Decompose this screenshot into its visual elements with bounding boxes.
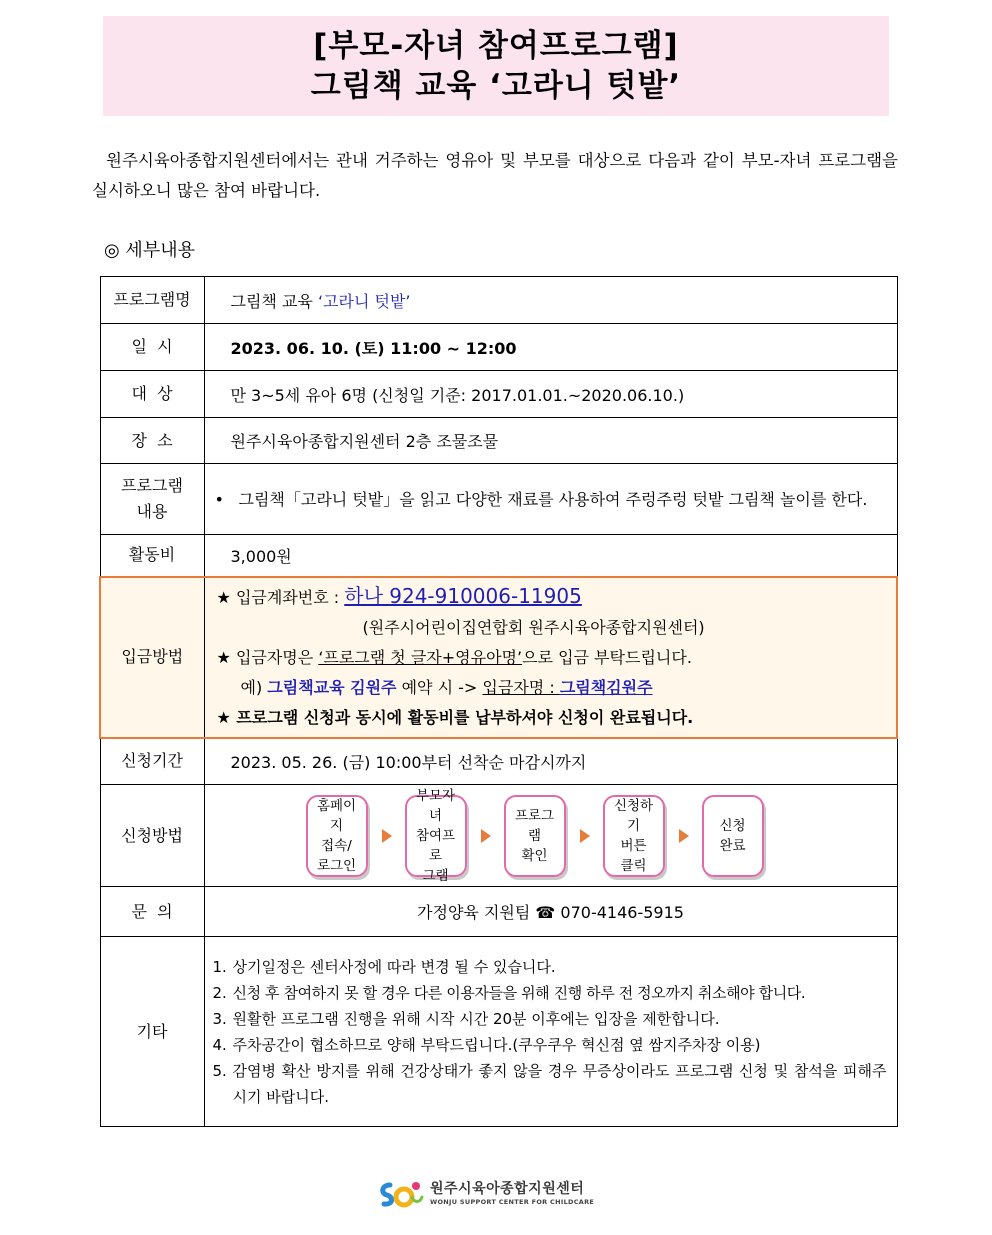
account-number: 하나 924-910006-11905 xyxy=(344,584,582,608)
footer-org-name: 원주시육아종합지원센터 xyxy=(430,1181,585,1197)
content-value: 그림책「고라니 텃밭」을 읽고 다양한 재료를 사용하여 주렁주렁 텃밭 그림책 놀이를 한다. xyxy=(238,489,868,509)
label-payment: 입금방법 xyxy=(100,577,204,738)
step-check-program xyxy=(504,795,566,877)
title-line-2: 그림책 교육 ‘고라니 텃밭’ xyxy=(310,68,682,104)
row-method xyxy=(100,785,897,887)
step-text: 부모자녀 참여프로 그램 xyxy=(415,787,456,884)
account-holder: (원주시어린이집연합회 원주시육아종합지원센터) xyxy=(362,618,705,637)
row-place xyxy=(100,418,897,464)
example-name: 그림책교육 김원주 xyxy=(267,678,397,697)
example-result: 그림책김원주 xyxy=(559,678,653,697)
depositor-suffix: 으로 입금 부탁드립니다. xyxy=(522,648,692,667)
list-item: 5. 감염병 확산 방지를 위해 건강상태가 좋지 않을 경우 무증상이라도 프로그램 신청 및 참석을 피해주시기 바랍니다. xyxy=(212,1061,887,1106)
target-value: 만 3~5세 유아 6명 (신청일 기준: 2017.01.01.~2020.06.10.) xyxy=(204,371,897,418)
list-item: 1. 상기일정은 센터사정에 따라 변경 될 수 있습니다. xyxy=(212,957,556,976)
details-table xyxy=(99,276,898,1127)
label-target: 대 상 xyxy=(100,371,204,418)
title-banner xyxy=(103,16,889,116)
label-fee: 활동비 xyxy=(100,535,204,577)
account-prefix: 입금계좌번호 : xyxy=(235,588,345,607)
label-content-1: 프로그램 xyxy=(121,476,183,495)
arrow-right-icon xyxy=(481,829,491,843)
period-value: 2023. 05. 26. (금) 10:00부터 선착순 마감시까지 xyxy=(204,738,897,785)
section-heading: ◎ 세부내용 xyxy=(104,240,195,261)
label-method: 신청방법 xyxy=(100,785,204,887)
list-item: 3. 원활한 프로그램 진행을 위해 시작 시간 20분 이후에는 입장을 제한합니다. xyxy=(212,1009,720,1028)
row-date xyxy=(100,324,897,371)
arrow-right-icon xyxy=(382,829,392,843)
application-steps xyxy=(206,787,896,884)
star-icon: ★ xyxy=(216,588,231,607)
row-contact xyxy=(100,887,897,937)
row-content xyxy=(100,464,897,535)
row-period xyxy=(100,738,897,785)
row-program xyxy=(100,277,897,324)
step-click-apply xyxy=(603,795,665,877)
program-title: ‘고라니 텃밭’ xyxy=(317,291,411,311)
step-login xyxy=(306,795,368,877)
star-icon: ★ xyxy=(216,708,231,727)
row-payment xyxy=(100,577,897,738)
bullet-icon: • xyxy=(214,489,224,509)
label-etc: 기타 xyxy=(100,937,204,1127)
program-prefix: 그림책 교육 xyxy=(230,291,318,311)
footer-logo xyxy=(376,1177,594,1211)
intro-paragraph: 원주시육아종합지원센터에서는 관내 거주하는 영유아 및 부모를 대상으로 다음과 같이 부모-자녀 프로그램을 실시하오니 많은 참여 바랍니다. xyxy=(92,151,898,200)
contact-value: 가정양육 지원팀 ☎ 070-4146-5915 xyxy=(204,887,897,937)
place-value: 원주시육아종합지원센터 2층 조물조물 xyxy=(204,418,897,464)
depositor-prefix: 입금자명은 xyxy=(235,648,319,667)
arrow-right-icon xyxy=(679,829,689,843)
title-line-1: [부모-자녀 참여프로그램] xyxy=(313,28,679,64)
fee-value: 3,000원 xyxy=(204,535,897,577)
step-text: 신청하기 버튼 클릭 xyxy=(613,797,654,874)
label-contact: 문 의 xyxy=(100,887,204,937)
list-item: 4. 주차공간이 협소하므로 양해 부탁드립니다.(쿠우쿠우 혁신점 옆 쌈지주차장 이용) xyxy=(212,1035,761,1054)
step-text: 신청 완료 xyxy=(719,817,746,854)
label-content-2: 내용 xyxy=(136,502,168,521)
example-mid: 예약 시 -> xyxy=(396,678,483,697)
label-place: 장 소 xyxy=(100,418,204,464)
depositor-format: ‘프로그램 첫 글자+영유아명’ xyxy=(318,648,523,667)
footer-org-name-en: WONJU SUPPORT CENTER FOR CHILDCARE xyxy=(430,1198,595,1206)
arrow-right-icon xyxy=(580,829,590,843)
step-parent-child-program xyxy=(405,787,467,884)
date-value: 2023. 06. 10. (토) 11:00 ~ 12:00 xyxy=(204,324,897,371)
label-period: 신청기간 xyxy=(100,738,204,785)
step-complete xyxy=(702,795,764,877)
row-target xyxy=(100,371,897,418)
row-fee xyxy=(100,535,897,577)
childcare-center-logo-icon xyxy=(376,1177,426,1211)
example-label: 입금자명 : xyxy=(482,678,560,697)
example-prefix: 예) xyxy=(240,678,268,697)
notes-list xyxy=(204,937,897,1127)
step-text: 프로그램 확인 xyxy=(514,807,555,864)
step-text: 홈페이지 접속/ 로그인 xyxy=(316,797,357,874)
label-date: 일 시 xyxy=(100,324,204,371)
label-program: 프로그램명 xyxy=(100,277,204,324)
payment-notice: 프로그램 신청과 동시에 활동비를 납부하셔야 신청이 완료됩니다. xyxy=(236,708,694,727)
star-icon: ★ xyxy=(216,648,231,667)
list-item: 2. 신청 후 참여하지 못 할 경우 다른 이용자들을 위해 진행 하루 전 정오까지 취소해야 합니다. xyxy=(212,983,806,1002)
row-etc xyxy=(100,937,897,1127)
